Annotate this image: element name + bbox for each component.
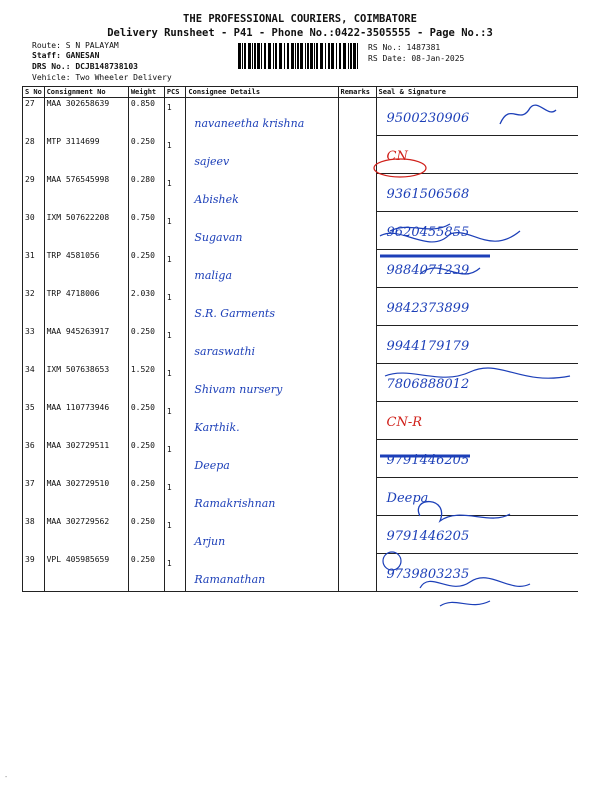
cell-sno [23,288,45,326]
barcode-bar [242,43,243,69]
cell-weight-text: 0.250 [130,326,155,336]
barcode-bar [350,43,352,69]
staff-label: Staff: GANESAN [32,51,100,60]
cell-weight [128,288,164,326]
col-header-seal-signature: Seal & Signature [376,87,577,98]
cell-seal-signature-text: 9884071239 [386,263,470,278]
cell-consignee [186,288,338,326]
cell-consignee [186,554,338,592]
cell-consignment-no-text: MAA 302729510 [46,478,110,488]
cell-consignee [186,364,338,402]
cell-consignment-no-text: TRP 4581056 [46,250,100,260]
cell-seal-signature-text: CN [386,149,408,164]
cell-weight [128,364,164,402]
cell-sno [23,136,45,174]
cell-weight-text: 0.250 [130,440,155,450]
cell-seal-signature-text: 9620455855 [386,225,470,240]
cell-pcs [164,136,186,174]
cell-seal-signature-text: 9361506568 [386,187,470,202]
barcode-bar [254,43,256,69]
col-header-weight: Weight [128,87,164,98]
cell-seal-signature-text: 9500230906 [386,111,470,126]
cell-sno-text: 27 [25,99,35,108]
cell-consignment-no-text: VPL 405985659 [46,554,110,564]
barcode [238,43,360,69]
barcode-bar [297,43,299,69]
cell-pcs-text: 1 [166,558,172,568]
barcode-bar [328,43,330,69]
cell-consignee [186,136,338,174]
cell-consignment-no-text: MTP 3114699 [46,136,100,146]
barcode-bar [295,43,296,69]
cell-sno [23,98,45,136]
cell-consignment-no-text: MAA 302658639 [46,99,110,108]
cell-consignment-no [44,554,128,592]
barcode-bar [314,43,315,69]
barcode-bar [252,43,253,69]
vehicle-label: Vehicle: Two Wheeler Delivery [32,73,172,82]
barcode-bar [325,43,326,69]
cell-weight [128,174,164,212]
cell-weight-text: 0.250 [130,554,155,564]
barcode-bar [357,43,358,69]
cell-consignment-no-text: IXM 507638653 [46,364,110,374]
cell-weight-text: 0.250 [130,478,155,488]
cell-consignee-text: Deepa [194,458,230,472]
cell-pcs [164,250,186,288]
cell-pcs [164,288,186,326]
barcode-bar [331,43,334,69]
col-header-consignee: Consignee Details [186,87,338,98]
cell-weight [128,554,164,592]
cell-consignment-no [44,250,128,288]
barcode-bar [348,43,349,69]
cell-pcs-text: 1 [166,444,172,454]
drs-label: DRS No.: DCJB148738103 [32,62,138,71]
cell-weight [128,212,164,250]
cell-sno [23,174,45,212]
cell-seal-signature-text: 7806888012 [386,377,470,392]
cell-consignee-text: Ramakrishnan [194,496,276,510]
cell-consignment-no [44,326,128,364]
cell-pcs-text: 1 [166,406,172,416]
cell-weight-text: 0.280 [130,174,155,184]
cell-consignee-text: saraswathi [194,344,256,358]
cell-consignment-no-text: MAA 302729562 [46,516,110,526]
cell-consignment-no [44,98,128,136]
cell-sno [23,478,45,516]
cell-consignment-no [44,174,128,212]
cell-pcs [164,326,186,364]
cell-pcs [164,554,186,592]
cell-consignment-no [44,288,128,326]
cell-consignee-text: Abishek [194,192,239,206]
cell-consignee-text: S.R. Garments [194,306,275,320]
cell-sno [23,402,45,440]
page-edge-mark: ‐ [4,773,9,781]
cell-consignee [186,250,338,288]
cell-consignment-no [44,136,128,174]
barcode-bar [336,43,337,69]
barcode-bar [305,43,306,69]
cell-seal-signature-text: 9791446205 [386,453,470,468]
cell-sno-text: 30 [25,212,35,222]
cell-sno-text: 32 [25,288,35,298]
cell-weight [128,250,164,288]
cell-seal-signature-text: CN-R [386,415,423,430]
cell-pcs-text: 1 [166,368,172,378]
cell-weight [128,326,164,364]
cell-sno [23,326,45,364]
cell-consignment-no [44,478,128,516]
document-subtitle: Delivery Runsheet - P41 - Phone No.:0422-3505555 - Page No.:3 [107,27,493,39]
route-label: Route: S N PALAYAM [32,41,119,50]
cell-consignee-text: Ramanathan [194,572,266,586]
cell-pcs-text: 1 [166,254,172,264]
barcode-bar [279,43,282,69]
cell-pcs [164,364,186,402]
cell-sno-text: 37 [25,478,35,488]
cell-weight-text: 1.520 [130,364,155,374]
cell-sno-text: 33 [25,326,35,336]
rs-date: RS Date: 08-Jan-2025 [368,54,465,63]
cell-weight-text: 2.030 [130,288,155,298]
cell-consignee-text: Arjun [194,534,226,548]
cell-weight [128,516,164,554]
barcode-bar [310,43,313,69]
cell-consignee [186,440,338,478]
cell-consignee [186,98,338,136]
col-header-sno: S No [23,87,45,98]
cell-consignment-no [44,364,128,402]
cell-consignee [186,174,338,212]
cell-consignee-text: Shivam nursery [194,382,283,396]
barcode-bar [353,43,356,69]
cell-pcs [164,516,186,554]
barcode-bar [244,43,246,69]
cell-weight [128,136,164,174]
cell-consignee [186,212,338,250]
cell-consignment-no [44,212,128,250]
barcode-bar [316,43,318,69]
cell-pcs-text: 1 [166,216,172,226]
cell-sno-text: 35 [25,402,35,412]
barcode-bar [307,43,309,69]
cell-consignment-no-text: MAA 945263917 [46,326,110,336]
cell-pcs [164,174,186,212]
barcode-bar [273,43,274,69]
cell-seal-signature-text: 9842373899 [386,301,470,316]
cell-pcs-text: 1 [166,330,172,340]
cell-weight-text: 0.250 [130,402,155,412]
cell-sno [23,250,45,288]
cell-consignment-no [44,402,128,440]
cell-pcs [164,440,186,478]
cell-weight-text: 0.750 [130,212,155,222]
barcode-bar [264,43,266,69]
cell-sno [23,516,45,554]
cell-consignment-no-text: MAA 302729511 [46,440,110,450]
col-header-consignment: Consignment No [44,87,128,98]
cell-consignment-no [44,440,128,478]
cell-pcs [164,478,186,516]
barcode-bar [284,43,285,69]
cell-pcs [164,98,186,136]
barcode-bar [238,43,241,69]
cell-consignment-no-text: TRP 4718006 [46,288,100,298]
col-header-pcs: PCS [164,87,186,98]
barcode-bar [257,43,260,69]
cell-consignment-no [44,516,128,554]
cell-seal-signature-text: 9739803235 [386,567,470,582]
signature-scribbles [370,96,590,636]
cell-consignee [186,402,338,440]
cell-pcs-text: 1 [166,178,172,188]
cell-pcs-text: 1 [166,292,172,302]
barcode-bar [287,43,289,69]
barcode-bar [291,43,294,69]
cell-pcs [164,212,186,250]
cell-weight [128,98,164,136]
cell-consignee [186,478,338,516]
barcode-bar [248,43,251,69]
barcode-bar [268,43,271,69]
cell-weight-text: 0.850 [130,99,155,108]
cell-sno-text: 38 [25,516,35,526]
document-title: THE PROFESSIONAL COURIERS, COIMBATORE [183,13,417,25]
cell-sno [23,212,45,250]
cell-consignment-no-text: MAA 576545998 [46,174,110,184]
barcode-bar [261,43,262,69]
barcode-bar [300,43,303,69]
cell-weight [128,440,164,478]
cell-consignee [186,326,338,364]
cell-consignee-text: maliga [194,268,233,282]
cell-consignee-text: navaneetha krishna [194,117,305,130]
cell-weight-text: 0.250 [130,516,155,526]
cell-sno [23,440,45,478]
cell-pcs-text: 1 [166,520,172,530]
cell-weight [128,402,164,440]
cell-consignee [186,516,338,554]
cell-seal-signature-text: 9944179179 [386,339,470,354]
cell-consignee-text: Karthik. [194,420,240,434]
cell-consignment-no-text: MAA 110773946 [46,402,110,412]
cell-sno-text: 34 [25,364,35,374]
cell-sno-text: 39 [25,554,35,564]
cell-sno-text: 29 [25,174,35,184]
cell-pcs [164,402,186,440]
cell-sno-text: 31 [25,250,35,260]
barcode-bar [343,43,346,69]
barcode-bar [339,43,341,69]
cell-sno [23,554,45,592]
cell-seal-signature-text: 9791446205 [386,529,470,544]
cell-sno-text: 28 [25,136,35,146]
cell-sno-text: 36 [25,440,35,450]
cell-pcs-text: 1 [166,482,172,492]
barcode-bar [275,43,277,69]
cell-consignee-text: sajeev [194,154,230,168]
cell-seal-signature-text: Deepa [386,491,429,506]
col-header-remarks: Remarks [338,87,376,98]
cell-consignee-text: Sugavan [194,230,243,244]
cell-weight [128,478,164,516]
cell-consignment-no-text: IXM 507622208 [46,212,110,222]
cell-weight-text: 0.250 [130,250,155,260]
barcode-bar [320,43,323,69]
cell-sno [23,364,45,402]
cell-pcs-text: 1 [166,103,172,112]
cell-weight-text: 0.250 [130,136,155,146]
rs-number: RS No.: 1487381 [368,43,441,52]
cell-pcs-text: 1 [166,140,172,150]
